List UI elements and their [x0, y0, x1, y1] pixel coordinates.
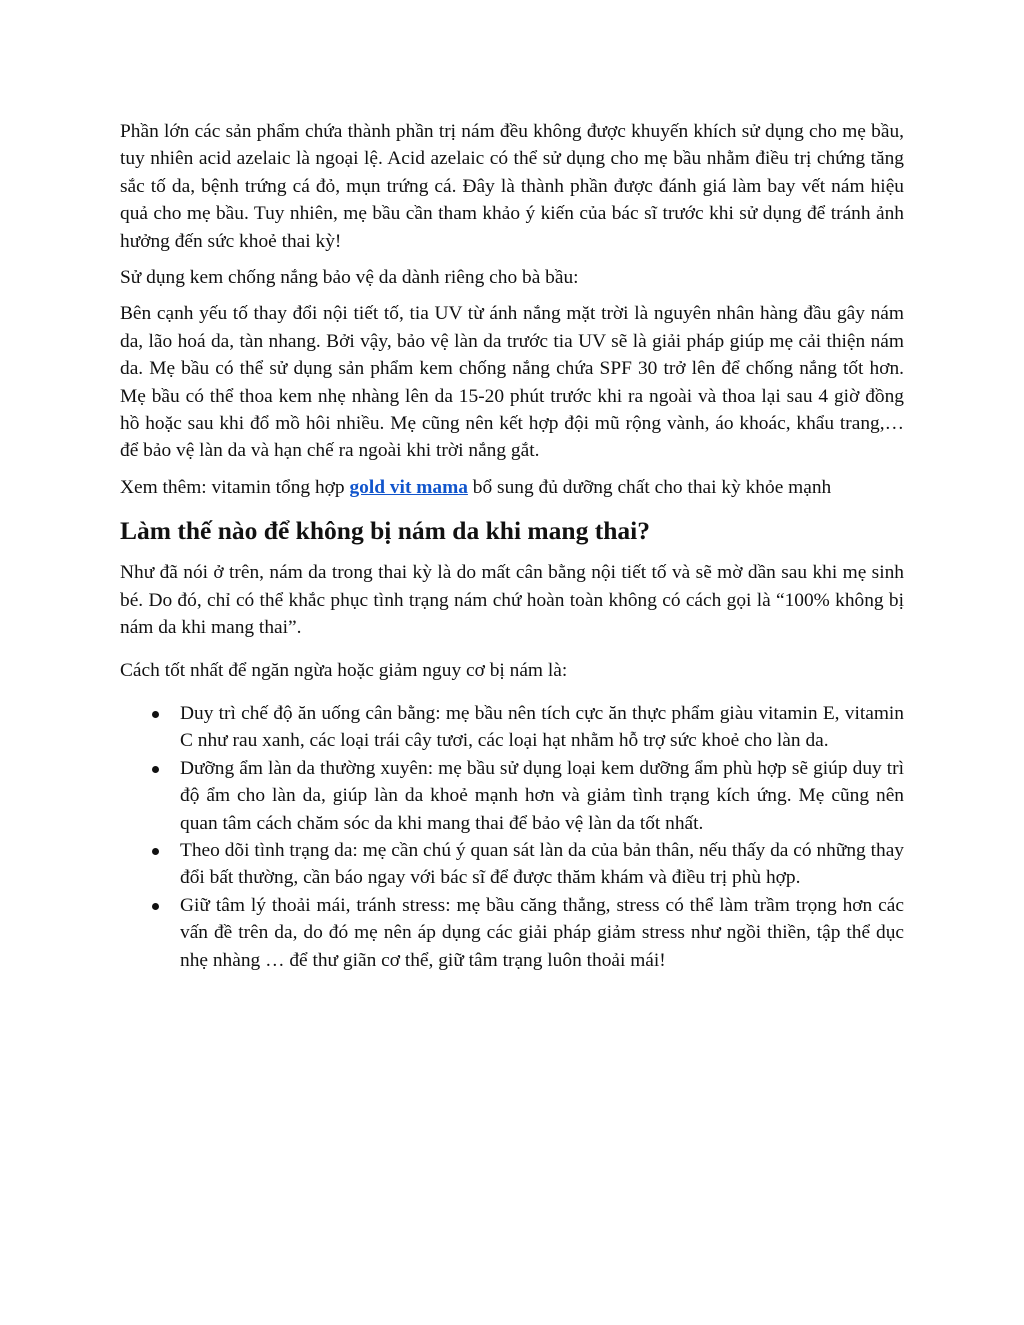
- list-item: [120, 755, 904, 837]
- list-item-text: Giữ tâm lý thoải mái, tránh stress: mẹ bầu căng thẳng, stress có thể làm trầm trọng hơn các vấn đề trên da, do đó mẹ nên áp dụng các giải pháp giảm stress như ngồi thiền, tập thể dục nhẹ nhàng … để thư giãn cơ thể, giữ tâm trạng luôn thoải mái!: [180, 894, 904, 971]
- list-item: [120, 700, 904, 755]
- see-also-line: [120, 474, 904, 501]
- section-heading: Làm thế nào để không bị nám da khi mang thai?: [120, 516, 650, 546]
- paragraph-uv-protection: Bên cạnh yếu tố thay đổi nội tiết tố, tia UV từ ánh nắng mặt trời là nguyên nhân hàng đầu gây nám da, lão hoá da, tàn nhang. Bởi vậy, bảo vệ làn da trước tia UV sẽ là giải pháp giúp mẹ cải thiện nám da. Mẹ bầu có thể sử dụng sản phẩm kem chống nắng chứa SPF 30 trở lên để chống nắng tốt hơn. Mẹ bầu có thể thoa kem nhẹ nhàng lên da 15-20 phút trước khi ra ngoài và thoa lại sau 4 giờ đồng hồ hoặc sau khi đổ mồ hôi nhiều. Mẹ cũng nên kết hợp đội mũ rộng vành, áo khoác, khẩu trang,… để bảo vệ làn da và hạn chế ra ngoài khi trời nắng gắt.: [120, 303, 904, 462]
- document-page: [120, 118, 904, 974]
- paragraph-azelaic-acid: Phần lớn các sản phẩm chứa thành phần trị nám đều không được khuyến khích sử dụng cho mẹ bầu, tuy nhiên acid azelaic là ngoại lệ. Acid azelaic có thể sử dụng cho mẹ bầu nhằm điều trị chứng tăng sắc tố da, bệnh trứng cá đỏ, mụn trứng cá. Đây là thành phần được đánh giá làm bay vết nám hiệu quả cho mẹ bầu. Tuy nhiên, mẹ bầu cần tham khảo ý kiến của bác sĩ trước khi sử dụng để tránh ảnh hưởng đến sức khoẻ thai kỳ!: [120, 121, 904, 252]
- list-item: [120, 837, 904, 892]
- gold-vit-mama-link[interactable]: gold vit mama: [349, 476, 468, 498]
- bullet-icon: [152, 903, 159, 910]
- bullet-icon: [152, 848, 159, 855]
- see-also-prefix: Xem thêm: vitamin tổng hợp: [120, 476, 350, 498]
- prevention-list: [120, 700, 904, 974]
- list-item: [120, 892, 904, 974]
- list-item-text: Dưỡng ẩm làn da thường xuyên: mẹ bầu sử dụng loại kem dưỡng ẩm phù hợp sẽ giúp duy trì độ ẩm cho làn da, giúp làn da khoẻ mạnh hơn và giảm tình trạng kích ứng. Mẹ cũng nên quan tâm cách chăm sóc da khi mang thai để bảo vệ làn da tốt nhất.: [180, 757, 904, 834]
- list-item-text: Duy trì chế độ ăn uống cân bằng: mẹ bầu nên tích cực ăn thực phẩm giàu vitamin E, vitamin C như rau xanh, các loại trái cây tươi, các loại hạt nhằm hỗ trợ sức khoẻ cho làn da.: [180, 702, 904, 752]
- bullet-icon: [152, 766, 159, 773]
- list-item-text: Theo dõi tình trạng da: mẹ cần chú ý quan sát làn da của bản thân, nếu thấy da có những thay đổi bất thường, cần báo ngay với bác sĩ để được thăm khám và điều trị phù hợp.: [180, 839, 904, 889]
- paragraph-prevention-intro: Cách tốt nhất để ngăn ngừa hoặc giảm nguy cơ bị nám là:: [120, 659, 568, 681]
- bullet-icon: [152, 711, 159, 718]
- paragraph-hormone-explanation: Như đã nói ở trên, nám da trong thai kỳ là do mất cân bằng nội tiết tố và sẽ mờ dần sau khi mẹ sinh bé. Do đó, chỉ có thể khắc phục tình trạng nám chứ hoàn toàn không có cách gọi là “100% không bị nám da khi mang thai”.: [120, 562, 904, 639]
- paragraph-sunscreen-title: Sử dụng kem chống nắng bảo vệ da dành riêng cho bà bầu:: [120, 267, 579, 289]
- see-also-suffix: bổ sung đủ dưỡng chất cho thai kỳ khỏe mạnh: [467, 476, 832, 498]
